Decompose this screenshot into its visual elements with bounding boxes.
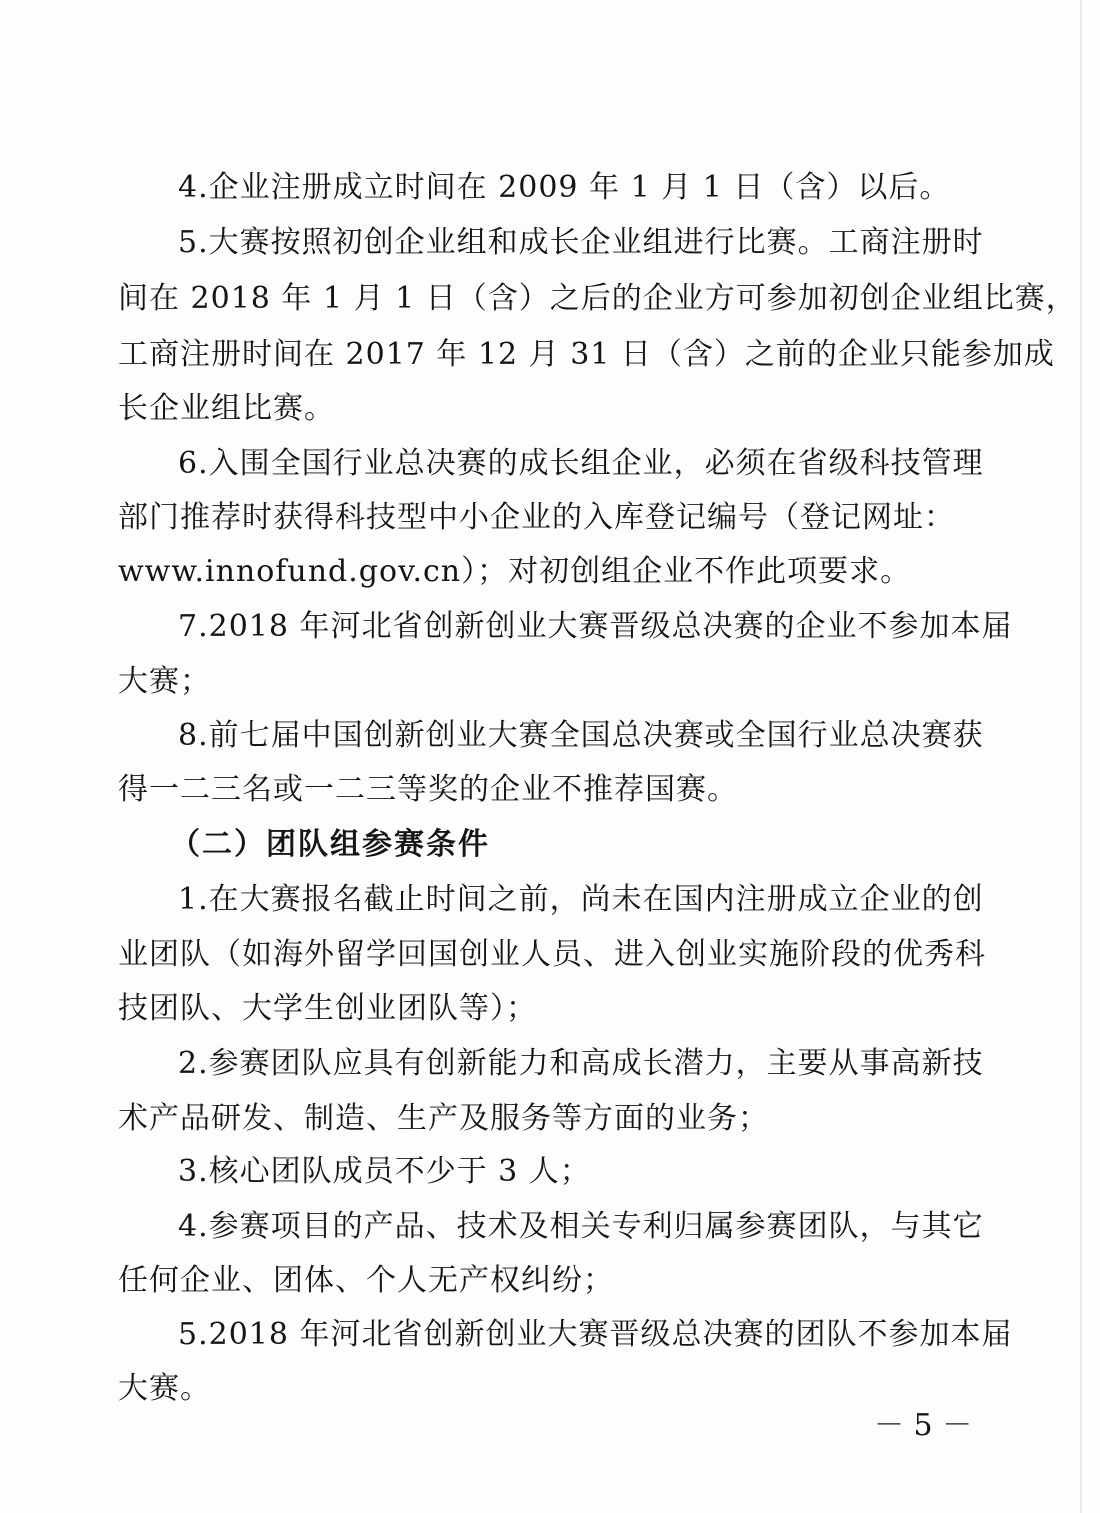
team-item-4-property-rights-end: 任何企业、团体、个人无产权纠纷；	[118, 1263, 614, 1298]
team-item-1-team-examples-end: 技团队、大学生创业团队等）；	[118, 991, 537, 1026]
team-item-1-team-examples: 业团队（如海外留学回国创业人员、进入创业实施阶段的优秀科	[118, 937, 986, 972]
item-6-registration-number: 部门推荐时获得科技型中小企业的入库登记编号（登记网址：	[118, 500, 955, 535]
item-6-registration-website: www.innofund.gov.cn）；对初创组企业不作此项要求。	[118, 554, 912, 589]
item-8-previous-winners-end: 得一二三名或一二三等奖的企业不推荐国赛。	[118, 772, 738, 807]
item-5-startup-group-date: 间在 2018 年 1 月 1 日（含）之后的企业方可参加初创企业组比赛，	[118, 281, 1077, 316]
team-item-5-team-exclusion-end: 大赛。	[118, 1371, 211, 1406]
team-item-4-property-rights: 4.参赛项目的产品、技术及相关专利归属参赛团队，与其它	[178, 1209, 984, 1244]
item-6-national-finals-requirement: 6.入围全国行业总决赛的成长组企业，必须在省级科技管理	[178, 446, 984, 481]
item-8-previous-winners: 8.前七届中国创新创业大赛全国总决赛或全国行业总决赛获	[178, 718, 984, 753]
team-item-5-team-exclusion: 5.2018 年河北省创新创业大赛晋级总决赛的团队不参加本届	[178, 1317, 1013, 1352]
item-4-enterprise-registration-date: 4.企业注册成立时间在 2009 年 1 月 1 日（含）以后。	[178, 170, 951, 205]
scan-edge	[1080, 0, 1082, 1513]
team-item-2-business-scope: 术产品研发、制造、生产及服务等方面的业务；	[118, 1101, 769, 1136]
item-5-growth-group-date: 工商注册时间在 2017 年 12 月 31 日（含）之前的企业只能参加成	[118, 337, 1055, 372]
page-number: － 5 －	[874, 1408, 973, 1443]
item-5-growth-group-end: 长企业组比赛。	[118, 391, 335, 426]
team-item-3-member-count: 3.核心团队成员不少于 3 人；	[178, 1154, 591, 1189]
team-item-1-unregistered-team: 1.在大赛报名截止时间之前，尚未在国内注册成立企业的创	[178, 882, 984, 917]
section-team-group-conditions: （二）团队组参赛条件	[170, 827, 490, 862]
team-item-2-innovation-capability: 2.参赛团队应具有创新能力和高成长潜力，主要从事高新技	[178, 1046, 984, 1081]
item-7-enterprise-exclusion-end: 大赛；	[118, 664, 211, 699]
item-7-enterprise-exclusion: 7.2018 年河北省创新创业大赛晋级总决赛的企业不参加本届	[178, 609, 1013, 644]
item-5-competition-groups: 5.大赛按照初创企业组和成长企业组进行比赛。工商注册时	[178, 225, 984, 260]
